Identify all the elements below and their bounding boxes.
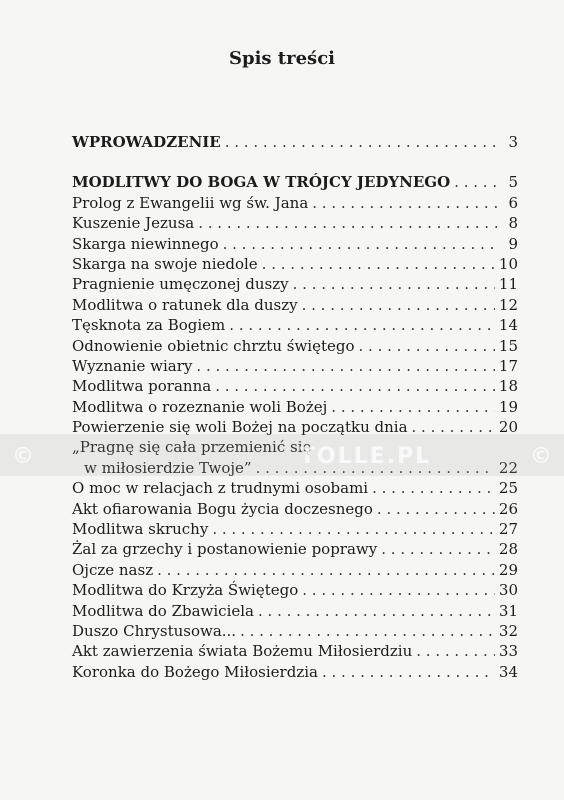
toc-entry-title: Modlitwa o ratunek dla duszy [72,295,298,314]
toc-entry [72,580,518,600]
toc-entry [72,601,518,621]
toc-leader-dots [262,254,495,274]
toc-entry-page: 27 [498,520,518,539]
toc-entry-page: 15 [498,336,518,355]
toc-entry-title: Prolog z Ewangelii wg św. Jana [72,193,309,212]
toc-entry-title: Modlitwa o rozeznanie woli Bożej [72,397,328,416]
toc-leader-dots [229,315,495,335]
toc-leader-dots [416,641,495,661]
toc-entry-title: Akt zawierzenia świata Bożemu Miłosierdziu [72,642,413,661]
toc-entry [72,336,518,356]
page-title: Spis treści [228,48,335,69]
toc-entry [72,499,518,519]
toc-entry-page: 30 [498,581,518,600]
toc-entry-page: 14 [498,316,518,335]
toc-entry [72,315,518,335]
toc-entry-page: 6 [508,193,518,212]
toc-leader-dots [454,172,500,192]
toc-entry-page: 5 [508,173,518,192]
toc-entry [72,397,518,417]
toc-entry-page: 22 [498,458,518,477]
toc-entry [72,254,518,274]
toc-entry-title: Ojcze nasz [72,560,154,579]
toc-entry-title: Skarga niewinnego [72,234,219,253]
toc-entry-title: Modlitwa skruchy [72,520,209,539]
toc-entry [72,193,518,213]
toc-leader-dots [212,519,495,539]
toc-entry-title: Duszo Chrystusowa... [72,621,237,640]
copyright-icon: © [12,444,34,469]
toc-entry-page: 9 [508,234,518,253]
toc-entry-title: Odnowienie obietnic chrztu świętego [72,336,355,355]
toc-leader-dots [359,336,495,356]
toc-entry-title: Modlitwa do Zbawiciela [72,601,254,620]
toc-entry-title: Tęsknota za Bogiem [72,316,226,335]
toc-entry-page: 29 [498,560,518,579]
toc-entry-title: „Pragnę się cała przemienić się [72,438,312,457]
toc-entry-page: 3 [508,133,518,151]
toc-entry [72,560,518,580]
toc-leader-dots [377,499,495,519]
toc-leader-dots [258,601,495,621]
toc-entry-title: WPROWADZENIE [72,133,221,151]
toc-entry-title: Modlitwa poranna [72,377,212,396]
toc-leader-dots [225,132,500,152]
toc-leader-dots [302,580,495,600]
toc-entry-title: Skarga na swoje niedole [72,254,258,273]
toc-leader-dots [240,621,495,641]
toc-leader-dots [196,356,495,376]
toc-entry-title: Pragnienie umęczonej duszy [72,275,289,294]
toc-entry-page: 34 [498,662,518,681]
toc-entry-page: 19 [498,397,518,416]
toc-entry-title-cont: w miłosierdzie Twoje” [84,458,252,477]
toc-entry [72,172,518,192]
toc-entry-page: 28 [498,540,518,559]
toc-entry [72,519,518,539]
watermark-band [0,434,564,476]
toc-entry [72,356,518,376]
copyright-icon: © [530,444,552,469]
toc-entry-page: 32 [498,621,518,640]
toc-entry-page: 17 [498,356,518,375]
toc-leader-dots [198,213,500,233]
toc-entry [72,376,518,396]
toc-entry-page: 12 [498,295,518,314]
toc-entry-title: MODLITWY DO BOGA W TRÓJCY JEDYNEGO [72,173,451,192]
toc-entry-page: 8 [508,214,518,233]
toc-leader-dots [322,662,495,682]
watermark-site: TOLLE.PL [300,444,432,469]
toc-entry-title: Żal za grzechy i postanowienie poprawy [72,540,378,559]
toc-entry-page: 20 [498,418,518,437]
toc-entry-title: Wyznanie wiary [72,356,193,375]
toc-leader-dots [302,295,495,315]
toc-leader-dots [381,539,495,559]
toc-entry [72,621,518,641]
toc-leader-dots [157,560,495,580]
toc-entry-page: 33 [498,642,518,661]
table-of-contents [72,132,518,682]
toc-entry-title: Modlitwa do Krzyża Świętego [72,581,299,600]
toc-entry-page: 10 [498,254,518,273]
toc-entry-title: Kuszenie Jezusa [72,214,195,233]
toc-entry-page: 25 [498,479,518,498]
toc-entry [72,234,518,254]
toc-entry [72,662,518,682]
toc-entry [72,295,518,315]
toc-entry-page: 26 [498,499,518,518]
toc-leader-dots [223,234,500,254]
toc-entry [72,274,518,294]
toc-leader-dots [312,193,500,213]
toc-entry [72,132,518,152]
toc-leader-dots [293,274,495,294]
toc-leader-dots [215,376,495,396]
toc-entry-page: 31 [498,601,518,620]
toc-entry [72,539,518,559]
toc-entry [72,641,518,661]
toc-entry-title: Koronka do Bożego Miłosierdzia [72,662,318,681]
toc-entry-page: 18 [498,377,518,396]
toc-entry-title: Akt ofiarowania Bogu życia doczesnego [72,499,373,518]
toc-entry-page: 11 [498,275,518,294]
toc-entry [72,213,518,233]
toc-leader-dots [372,478,495,498]
toc-leader-dots [331,397,495,417]
toc-entry-title: O moc w relacjach z trudnymi osobami [72,479,369,498]
toc-entry-title: Powierzenie się woli Bożej na początku dnia [72,418,408,437]
toc-entry [72,478,518,498]
